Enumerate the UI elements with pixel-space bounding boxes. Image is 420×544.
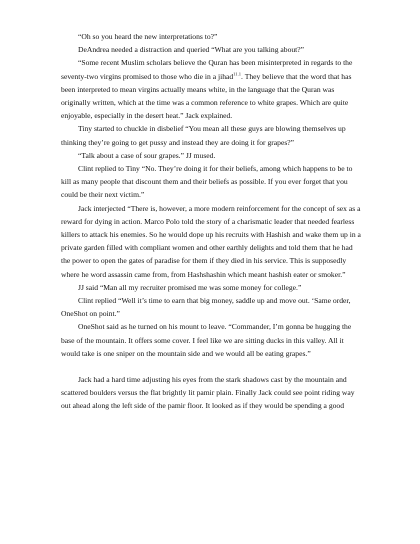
paragraph: JJ said “Man all my recruiter promised me was some money for college.”: [78, 282, 302, 292]
paragraph: DeAndrea needed a distraction and queried “What are you talking about?”: [78, 45, 305, 55]
paragraph: OneShot said as he turned on his mount to leave. “Commander, I’m gonna be hugging the base of the mountain. It offers some cover. I feel like we are sitting ducks in this valley. All it would take is one sniper on the mountain side and we would all be eating grapes.”: [61, 322, 352, 358]
section-break: [61, 360, 361, 373]
paragraph-text: . They believe that the word that has been interpreted to mean virgins actually means white, in the language that the Quran was originally written, which at the time was a common reference to white grapes. Which are quite enjoyable, especially in the desert heat.” Jack explained.: [61, 71, 352, 121]
paragraph: Tiny started to chuckle in disbelief “You mean all these guys are blowing themselves up thinking they’re going to get pussy and instead they are doing it for grapes?”: [61, 124, 346, 147]
paragraph: [61, 56, 361, 122]
paragraph: Jack interjected “There is, however, a more modern reinforcement for the concept of sex as a reward for dying in action. Marco Polo told the story of a charismatic leader that needed fearless killers to attack his enemies. So he would dope up his recruits with Hashish and wake them up in a private garden filled with compliant women and other earthly delights and told them that he had the power to open the gates of paradise for them if they died in his service. This is supposedly where he word assassin came from, from Hashshashin which meant hashish eater or smoker.”: [61, 203, 361, 279]
document-page: [61, 30, 361, 413]
paragraph: Clint replied to Tiny “No. They’re doing it for their beliefs, among which happens to be to kill as many people that discount them and their beliefs as possible. If you ever forget that you could be their next victim.”: [61, 164, 353, 200]
paragraph-text: “Some recent Muslim scholars believe the Quran has been misinterpreted in regards to the seventy-two virgins promised to those who die in a jihad: [61, 58, 353, 81]
footnote-reference: 11.1: [233, 71, 242, 77]
paragraph: “Oh so you heard the new interpretations to?”: [78, 32, 218, 41]
paragraph: “Talk about a case of sour grapes.” JJ mused.: [78, 150, 216, 160]
paragraph: Jack had a hard time adjusting his eyes from the stark shadows cast by the mountain and scattered boulders versus the flat brightly lit pamir plain. Finally Jack could see point riding way out ahead along the left side of the pamir floor. It looked as if they would be spending a good: [61, 375, 355, 411]
paragraph: Clint replied “Well it’s time to earn that big money, saddle up and move out. ‘Same order, OneShot on point.”: [61, 296, 351, 319]
